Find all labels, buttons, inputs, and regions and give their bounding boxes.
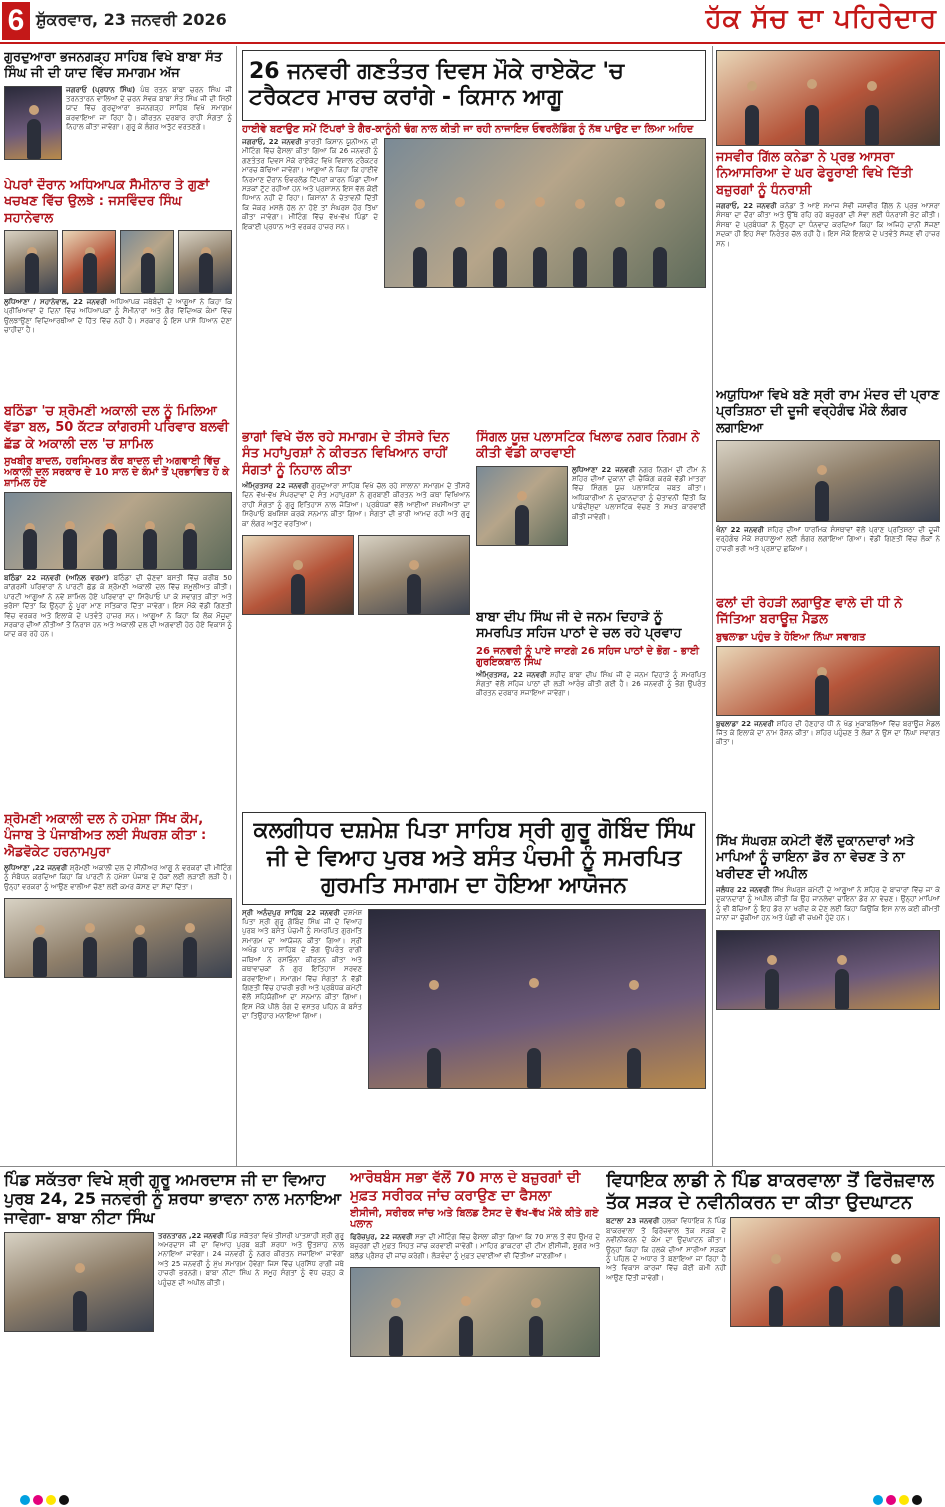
headline: ਆਰੋਥਬੰਸ ਸਭਾ ਵੱਲੋਂ 70 ਸਾਲ ਦੇ ਬਜ਼ੁਰਗਾਂ ਦੀ ਮੁਫ਼ਤ ਸਰੀਰਕ ਜਾਂਚ ਕਰਾਉਣ ਦਾ ਫੈਸਲਾ (350, 1170, 581, 1204)
headline: ਫਲਾਂ ਦੀ ਰੇਹੜੀ ਲਗਾਉਣ ਵਾਲੇ ਦੀ ਧੀ ਨੇ ਜਿੱਤਿਆ ਬਰਾਊਜ਼ ਮੈਡਲ (716, 596, 903, 628)
story-canada-visit (716, 50, 940, 380)
dateline: ਸ੍ਰੀ ਅਨੰਦਪੁਰ ਸਾਹਿਬ 22 ਜਨਵਰੀ (242, 908, 340, 917)
photo-gurdwara (4, 1232, 154, 1332)
body: ਪੰਥ ਰਤਨ ਬਾਬਾ ਚਰਨ ਸਿੰਘ ਜੀ ਤਰਨਤਾਰਨ ਵਾਲਿਆਂ ਦੇ ਚਰਨ ਸੇਵਕ ਬਾਬਾ ਸੰਤ ਸਿੰਘ ਜੀ ਦੀ ਮਿੱਠੀ ਯਾਦ ਵਿੱਚ ਗੁਰਦੁਆਰਾ ਭਜਨਗੜ੍ਹ ਸਾਹਿਬ ਵਿਖੇ ਸਮਾਗਮ ਕਰਵਾਇਆ ਜਾ ਰਿਹਾ ਹੈ। ਕੀਰਤਨ ਦਰਬਾਰ ਰਾਹੀਂ ਸੰਗਤਾਂ ਨੂੰ ਨਿਹਾਲ ਕੀਤਾ ਜਾਵੇਗਾ। ਗੁਰੂ ਕੇ ਲੰਗਰ ਅਤੁੱਟ ਵਰਤਣਗੇ। (66, 85, 232, 132)
story-samagam (242, 430, 470, 730)
column-rule (712, 46, 713, 1166)
headline: ਬਠਿੰਡਾ 'ਚ ਸ਼੍ਰੋਮਣੀ ਅਕਾਲੀ ਦਲ ਨੂੰ ਮਿਲਿਆ ਵੱਡਾ ਬਲ, 50 ਕੱਟੜ ਕਾਂਗਰਸੀ ਪਰਿਵਾਰ ਬਲਵੀ ਛੱਡ ਕੇ ਅਕਾਲੀ ਦਲ 'ਚ ਸ਼ਾਮਿਲ (4, 404, 229, 452)
body: ਕਨੇਡਾ ਤੋਂ ਆਏ ਸਮਾਜ ਸੇਵੀ ਜਸਵੀਰ ਗਿੱਲ ਨੇ ਪ੍ਰਭ ਆਸਰਾ ਸੰਸਥਾ ਦਾ ਦੌਰਾ ਕੀਤਾ ਅਤੇ ਉੱਥੇ ਰਹਿ ਰਹੇ ਬਜ਼ੁਰਗਾਂ ਦੀ ਸੇਵਾ ਲਈ ਧੰਨਰਾਸ਼ੀ ਭੇਟ ਕੀਤੀ। ਸੰਸਥਾ ਦੇ ਪ੍ਰਬੰਧਕਾਂ ਨੇ ਉਨ੍ਹਾਂ ਦਾ ਧੰਨਵਾਦ ਕਰਦਿਆਂ ਕਿਹਾ ਕਿ ਅਜਿਹੇ ਦਾਨੀ ਸੱਜਣਾਂ ਸਦਕਾ ਹੀ ਇਹ ਸੇਵਾ ਨਿਰੰਤਰ ਚੱਲ ਰਹੀ ਹੈ। ਇਸ ਮੌਕੇ ਇਲਾਕੇ ਦੇ ਪਤਵੰਤੇ ਸੱਜਣ ਵੀ ਹਾਜ਼ਰ ਸਨ। (716, 201, 940, 248)
headline: ਪੇਪਰਾਂ ਦੌਰਾਨ ਅਧਿਆਪਕ ਸੈਮੀਨਾਰ ਤੇ ਗੁਣਾਂ ਖਚਖਣ ਵਿੱਚ ਉਲਝੇ : ਜਸਵਿੰਦਰ ਸਿੰਘ ਸਹਾਨੇਵਾਲ (4, 178, 210, 226)
headline: ਸਿੰਗਲ ਯੂਜ਼ ਪਲਾਸਟਿਕ ਖਿਲਾਫ ਨਗਰ ਨਿਗਮ ਨੇ ਕੀਤੀ ਵੱਡੀ ਕਾਰਵਾਈ (476, 430, 700, 462)
subheadline: ਈਸੀਜੀ, ਸਰੀਰਕ ਜਾਂਚ ਅਤੇ ਬਿਲਡ ਟੈਸਟ ਦੇ ਵੱਖ-ਵੱਖ ਮੌਕੇ ਕੀਤੇ ਗਏ ਪਲਾਨ (350, 1208, 599, 1230)
headline: ਭਾਗਾਂ ਵਿਖੇ ਚੱਲ ਰਹੇ ਸਮਾਗਮ ਦੇ ਤੀਸਰੇ ਦਿਨ ਸੰਤ ਮਹਾਂਪੁਰਸ਼ਾਂ ਨੇ ਕੀਰਤਨ ਵਿਖਿਆਨ ਰਾਹੀਂ ਸੰਗਤਾਂ ਨੂੰ ਨਿਹਾਲ ਕੀਤਾ (242, 430, 450, 478)
dateline: ਖੰਨਾ 22 ਜਨਵਰੀ (716, 525, 764, 534)
column-rule (236, 46, 237, 1166)
photo-portrait (178, 230, 232, 294)
body: ਅਧਿਆਪਕ ਜਥੇਬੰਦੀ ਦੇ ਆਗੂਆਂ ਨੇ ਕਿਹਾ ਕਿ ਪ੍ਰੀਖਿਆਵਾਂ ਦੇ ਦਿਨਾਂ ਵਿੱਚ ਅਧਿਆਪਕਾਂ ਨੂੰ ਸੈਮੀਨਾਰਾਂ ਅਤੇ ਗੈਰ ਵਿੱਦਿਅਕ ਕੰਮਾਂ ਵਿੱਚ ਉਲਝਾਉਣਾ ਵਿਦਿਆਰਥੀਆਂ ਦੇ ਹਿੱਤ ਵਿੱਚ ਨਹੀਂ ਹੈ। ਸਰਕਾਰ ਨੂੰ ਇਸ ਪਾਸੇ ਧਿਆਨ ਦੇਣਾ ਚਾਹੀਦਾ ਹੈ। (4, 297, 232, 335)
headline: ਸ਼੍ਰੋਮਣੀ ਅਕਾਲੀ ਦਲ ਨੇ ਹਮੇਸ਼ਾ ਸਿੱਖ ਕੌਮ, ਪੰਜਾਬ ਤੇ ਪੰਜਾਬੀਅਤ ਲਈ ਸੰਘਰਸ਼ ਕੀਤਾ : ਐਡਵੋਕੇਟ ਹਰਨਾਮਪੁਰਾ (4, 812, 207, 860)
body: ਗੁਰਦੁਆਰਾ ਸਾਹਿਬ ਵਿਖੇ ਚੱਲ ਰਹੇ ਸਾਲਾਨਾ ਸਮਾਗਮ ਦੇ ਤੀਸਰੇ ਦਿਨ ਵੱਖ-ਵੱਖ ਸੰਪਰਦਾਵਾਂ ਦੇ ਸੰਤ ਮਹਾਂਪੁਰਸ਼ਾਂ ਨੇ ਗੁਰਬਾਣੀ ਕੀਰਤਨ ਅਤੇ ਕਥਾ ਵਿਖਿਆਨ ਰਾਹੀਂ ਸੰਗਤਾਂ ਨੂੰ ਗੁਰੂ ਇਤਿਹਾਸ ਨਾਲ ਜੋੜਿਆ। ਪ੍ਰਬੰਧਕਾਂ ਵੱਲੋਂ ਆਈਆਂ ਸ਼ਖਸੀਅਤਾਂ ਦਾ ਸਿਰੋਪਾਓ ਬਖਸ਼ਿਸ਼ ਕਰਕੇ ਸਨਮਾਨ ਕੀਤਾ ਗਿਆ। ਸੰਗਤਾਂ ਦੀ ਭਾਰੀ ਆਮਦ ਰਹੀ ਅਤੇ ਗੁਰੂ ਕਾ ਲੰਗਰ ਅਤੁੱਟ ਵਰਤਿਆ। (242, 481, 470, 528)
masthead (0, 0, 945, 44)
page-number: 6 (2, 2, 30, 40)
story-sad-meeting (4, 812, 232, 1162)
registration-marks-left (20, 1495, 72, 1505)
dateline: ਜਲੰਧਰ 22 ਜਨਵਰੀ (716, 885, 770, 894)
body: ਸ਼ਹੀਦ ਬਾਬਾ ਦੀਪ ਸਿੰਘ ਜੀ ਦੇ ਜਨਮ ਦਿਹਾੜੇ ਨੂੰ ਸਮਰਪਿਤ ਸੰਗਤਾਂ ਵੱਲੋਂ ਸਹਿਜ ਪਾਠਾਂ ਦੀ ਲੜੀ ਆਰੰਭ ਕੀਤੀ ਗਈ ਹੈ। 26 ਜਨਵਰੀ ਨੂੰ ਭੋਗ ਉਪਰੰਤ ਕੀਰਤਨ ਦਰਬਾਰ ਸਜਾਇਆ ਜਾਵੇਗਾ। (476, 670, 706, 698)
photo-inspection (476, 466, 568, 546)
headline: ਅਯੁਧਿਆ ਵਿਖੇ ਬਣੇ ਸ੍ਰੀ ਰਾਮ ਮੰਦਰ ਦੀ ਪ੍ਰਾਣ ਪ੍ਰਤਿਸ਼ਠਾ ਦੀ ਦੂਜੀ ਵਰ੍ਹੇਗੰਢ ਮੌਕੇ ਲੰਗਰ ਲਗਾਇਆ (716, 388, 940, 436)
dateline: ਲੁਧਿਆਣਾ / ਸਹਾਨੇਵਾਲ, 22 ਜਨਵਰੀ (4, 297, 107, 306)
dateline: ਅੰਮ੍ਰਿਤਸਰ 22 ਜਨਵਰੀ (242, 481, 309, 490)
story-vegetable-vendor (716, 596, 940, 826)
dateline: ਬੁਢਲਾਡਾ 22 ਜਨਵਰੀ (716, 719, 774, 728)
story-sakhra (4, 1170, 344, 1490)
headline: ਕਲਗੀਧਰ ਦਸ਼ਮੇਸ਼ ਪਿਤਾ ਸਾਹਿਬ ਸ੍ਰੀ ਗੁਰੂ ਗੋਬਿੰਦ ਸਿੰਘ ਜੀ ਦੇ ਵਿਆਹ ਪੁਰਬ ਅਤੇ ਬਸੰਤ ਪੰਚਮੀ ਨੂੰ ਸਮਰਪਿਤ ਗੁਰਮਤਿ ਸਮਾਗਮ ਦਾ ਹੋਇਆ ਆਯੋਜਨ (242, 812, 706, 905)
body: ਪਿੰਡ ਸਕੱਤਰਾ ਵਿਖੇ ਤੀਸਰੀ ਪਾਤਸ਼ਾਹੀ ਸ਼੍ਰੀ ਗੁਰੂ ਅਮਰਦਾਸ ਜੀ ਦਾ ਵਿਆਹ ਪੁਰਬ ਬੜੀ ਸ਼ਰਧਾ ਅਤੇ ਉਤਸ਼ਾਹ ਨਾਲ ਮਨਾਇਆ ਜਾਵੇਗਾ। 24 ਜਨਵਰੀ ਨੂੰ ਨਗਰ ਕੀਰਤਨ ਸਜਾਇਆ ਜਾਵੇਗਾ ਅਤੇ 25 ਜਨਵਰੀ ਨੂੰ ਮੁੱਖ ਸਮਾਗਮ ਹੋਵੇਗਾ ਜਿਸ ਵਿੱਚ ਪ੍ਰਸਿੱਧ ਰਾਗੀ ਜਥੇ ਹਾਜ਼ਰੀ ਭਰਨਗੇ। ਬਾਬਾ ਨੀਟਾ ਸਿੰਘ ਨੇ ਸਮੂਹ ਸੰਗਤਾਂ ਨੂੰ ਵੱਧ ਚੜ੍ਹ ਕੇ ਪਹੁੰਚਣ ਦੀ ਅਪੀਲ ਕੀਤੀ। (158, 1231, 344, 1287)
headline: ਬਾਬਾ ਦੀਪ ਸਿੰਘ ਜੀ ਦੇ ਜਨਮ ਦਿਹਾੜੇ ਨੂੰ ਸਮਰਪਿਤ ਸਹਿਜ ਪਾਠਾਂ ਦੇ ਚਲ ਰਹੇ ਪ੍ਰਵਾਹ (476, 610, 682, 642)
photo-meeting (350, 1267, 600, 1357)
body: ਸਭਾ ਦੀ ਮੀਟਿੰਗ ਵਿੱਚ ਫੈਸਲਾ ਕੀਤਾ ਗਿਆ ਕਿ 70 ਸਾਲ ਤੋਂ ਵੱਧ ਉਮਰ ਦੇ ਬਜ਼ੁਰਗਾਂ ਦੀ ਮੁਫ਼ਤ ਸਿਹਤ ਜਾਂਚ ਕਰਵਾਈ ਜਾਵੇਗੀ। ਮਾਹਿਰ ਡਾਕਟਰਾਂ ਦੀ ਟੀਮ ਈਸੀਜੀ, ਸ਼ੂਗਰ ਅਤੇ ਬਲੱਡ ਪ੍ਰੈਸ਼ਰ ਦੀ ਜਾਂਚ ਕਰੇਗੀ। ਲੋੜਵੰਦਾਂ ਨੂੰ ਮੁਫ਼ਤ ਦਵਾਈਆਂ ਵੀ ਦਿੱਤੀਆਂ ਜਾਣਗੀਆਂ। (350, 1233, 600, 1260)
body: ਨਗਰ ਨਿਗਮ ਦੀ ਟੀਮ ਨੇ ਸ਼ਹਿਰ ਦੀਆਂ ਦੁਕਾਨਾਂ ਦੀ ਚੈਕਿੰਗ ਕਰਕੇ ਵੱਡੀ ਮਾਤਰਾ ਵਿੱਚ ਸਿੰਗਲ ਯੂਜ਼ ਪਲਾਸਟਿਕ ਜ਼ਬਤ ਕੀਤਾ। ਅਧਿਕਾਰੀਆਂ ਨੇ ਦੁਕਾਨਦਾਰਾਂ ਨੂੰ ਚੇਤਾਵਨੀ ਦਿੱਤੀ ਕਿ ਪਾਬੰਦੀਸ਼ੁਦਾ ਪਲਾਸਟਿਕ ਵੇਚਣ ਤੇ ਸਖ਼ਤ ਕਾਰਵਾਈ ਕੀਤੀ ਜਾਵੇਗੀ। (572, 465, 706, 521)
story-plastic (476, 430, 706, 580)
story-orthobans (350, 1170, 600, 1490)
photo-portrait (4, 86, 62, 160)
photo-row (4, 230, 232, 294)
dateline: ਤਰਨਤਾਰਨ ,22 ਜਨਵਰੀ (158, 1231, 224, 1240)
body: ਭਾਰਤੀ ਕਿਸਾਨ ਯੂਨੀਅਨ ਦੀ ਮੀਟਿੰਗ ਵਿੱਚ ਫੈਸਲਾ ਕੀਤਾ ਗਿਆ ਕਿ 26 ਜਨਵਰੀ ਨੂੰ ਗਣਤੰਤਰ ਦਿਵਸ ਮੌਕੇ ਰਾਏਕੋਟ ਵਿਖੇ ਵਿਸ਼ਾਲ ਟਰੈਕਟਰ ਮਾਰਚ ਕੱਢਿਆ ਜਾਵੇਗਾ। ਆਗੂਆਂ ਨੇ ਕਿਹਾ ਕਿ ਹਾਈਵੇ ਨਿਰਮਾਣ ਦੌਰਾਨ ਓਵਰਲੋਡ ਟਿੱਪਰਾਂ ਕਾਰਨ ਪਿੰਡਾਂ ਦੀਆਂ ਸੜਕਾਂ ਟੁੱਟ ਰਹੀਆਂ ਹਨ ਅਤੇ ਪ੍ਰਸ਼ਾਸਨ ਇਸ ਵੱਲ ਕੋਈ ਧਿਆਨ ਨਹੀਂ ਦੇ ਰਿਹਾ। ਕਿਸਾਨਾਂ ਨੇ ਚੇਤਾਵਨੀ ਦਿੱਤੀ ਕਿ ਜੇਕਰ ਮਸਲੇ ਹੱਲ ਨਾ ਹੋਏ ਤਾਂ ਸੰਘਰਸ਼ ਹੋਰ ਤਿੱਖਾ ਕੀਤਾ ਜਾਵੇਗਾ। ਮੀਟਿੰਗ ਵਿੱਚ ਵੱਖ-ਵੱਖ ਪਿੰਡਾਂ ਦੇ ਇਕਾਈ ਪ੍ਰਧਾਨ ਅਤੇ ਵਰਕਰ ਹਾਜ਼ਰ ਸਨ। (242, 137, 379, 231)
story-tractor-march (242, 50, 706, 470)
story-deep-singh (476, 610, 706, 810)
photo-appeal (716, 930, 940, 1010)
photo-kirtan (368, 909, 706, 1089)
story-chinese-string (716, 834, 940, 1162)
headline: ਸਿੱਖ ਸੰਘਰਸ਼ ਕਮੇਟੀ ਵੱਲੋਂ ਦੁਕਾਨਦਾਰਾਂ ਅਤੇ ਮਾਪਿਆਂ ਨੂੰ ਚਾਇਨਾ ਡੋਰ ਨਾ ਵੇਚਣ ਤੇ ਨਾ ਖਰੀਦਣ ਦੀ ਅਪੀਲ (716, 834, 915, 882)
story-laddi (606, 1170, 940, 1490)
body: ਦਸ਼ਮੇਸ਼ ਪਿਤਾ ਸ੍ਰੀ ਗੁਰੂ ਗੋਬਿੰਦ ਸਿੰਘ ਜੀ ਦੇ ਵਿਆਹ ਪੁਰਬ ਅਤੇ ਬਸੰਤ ਪੰਚਮੀ ਨੂੰ ਸਮਰਪਿਤ ਗੁਰਮਤਿ ਸਮਾਗਮ ਦਾ ਆਯੋਜਨ ਕੀਤਾ ਗਿਆ। ਸ੍ਰੀ ਅਖੰਡ ਪਾਠ ਸਾਹਿਬ ਦੇ ਭੋਗ ਉਪਰੰਤ ਰਾਗੀ ਜਥਿਆਂ ਨੇ ਰਸਭਿੰਨਾ ਕੀਰਤਨ ਕੀਤਾ ਅਤੇ ਕਥਾਵਾਚਕਾਂ ਨੇ ਗੁਰ ਇਤਿਹਾਸ ਸਰਵਣ ਕਰਵਾਇਆ। ਸਮਾਗਮ ਵਿੱਚ ਸੰਗਤਾਂ ਨੇ ਵੱਡੀ ਗਿਣਤੀ ਵਿੱਚ ਹਾਜ਼ਰੀ ਭਰੀ ਅਤੇ ਪ੍ਰਬੰਧਕ ਕਮੇਟੀ ਵੱਲੋਂ ਸਹਿਯੋਗੀਆਂ ਦਾ ਸਨਮਾਨ ਕੀਤਾ ਗਿਆ। ਇਸ ਮੌਕੇ ਪੀਲੇ ਰੰਗ ਦੇ ਵਸਤਰ ਪਹਿਨ ਕੇ ਬਸੰਤ ਦਾ ਤਿਉਹਾਰ ਮਨਾਇਆ ਗਿਆ। (242, 908, 362, 1021)
issue-date: ਸ਼ੁੱਕਰਵਾਰ, 23 ਜਨਵਰੀ 2026 (36, 10, 227, 29)
photo-portrait (62, 230, 116, 294)
body: ਬਠਿੰਡਾ ਦੀ ਚੋਣਵਾਂ ਬਸਤੀ ਵਿੱਚ ਕਰੀਬ 50 ਕਾਂਗਰਸੀ ਪਰਿਵਾਰਾਂ ਨੇ ਪਾਰਟੀ ਛੱਡ ਕੇ ਸ਼੍ਰੋਮਣੀ ਅਕਾਲੀ ਦਲ ਵਿੱਚ ਸ਼ਮੂਲੀਅਤ ਕੀਤੀ। ਪਾਰਟੀ ਆਗੂਆਂ ਨੇ ਨਵੇਂ ਸ਼ਾਮਿਲ ਹੋਏ ਪਰਿਵਾਰਾਂ ਦਾ ਸਿਰੋਪਾਓ ਪਾ ਕੇ ਸਵਾਗਤ ਕੀਤਾ ਅਤੇ ਭਰੋਸਾ ਦਿੱਤਾ ਕਿ ਉਨ੍ਹਾਂ ਨੂੰ ਪੂਰਾ ਮਾਣ ਸਤਿਕਾਰ ਦਿੱਤਾ ਜਾਵੇਗਾ। ਇਸ ਮੌਕੇ ਵੱਡੀ ਗਿਣਤੀ ਵਿੱਚ ਵਰਕਰ ਅਤੇ ਇਲਾਕੇ ਦੇ ਪਤਵੰਤੇ ਹਾਜ਼ਰ ਸਨ। ਆਗੂਆਂ ਨੇ ਕਿਹਾ ਕਿ ਲੋਕ ਮੌਜੂਦਾ ਸਰਕਾਰ ਦੀਆਂ ਨੀਤੀਆਂ ਤੋਂ ਨਿਰਾਸ਼ ਹਨ ਅਤੇ ਅਕਾਲੀ ਦਲ ਦੀ ਅਗਵਾਈ ਹੇਠ ਹੋਏ ਵਿਕਾਸ ਨੂੰ ਯਾਦ ਕਰ ਰਹੇ ਹਨ। (4, 573, 232, 639)
subheadline: ਹਾਈਵੇ ਬਣਾਉਣ ਸਮੇਂ ਟਿੱਪਰਾਂ ਤੇ ਗੈਰ-ਕਾਨੂੰਨੀ ਢੰਗ ਨਾਲ ਕੀਤੀ ਜਾ ਰਹੀ ਨਾਜਾਇਜ਼ ਓਵਰਲੋਡਿੰਗ ਨੂੰ ਨੱਥ ਪਾਉਣ ਦਾ ਲਿਆ ਅਹਿਦ (242, 123, 694, 135)
story-ayodhya-langar (716, 388, 940, 588)
photo-inauguration (730, 1217, 940, 1327)
photo-event (242, 535, 354, 615)
photo-group (4, 492, 232, 570)
body: ਸਿੱਖ ਸੰਘਰਸ਼ ਕਮੇਟੀ ਦੇ ਆਗੂਆਂ ਨੇ ਸ਼ਹਿਰ ਦੇ ਬਾਜ਼ਾਰਾਂ ਵਿੱਚ ਜਾ ਕੇ ਦੁਕਾਨਦਾਰਾਂ ਨੂੰ ਅਪੀਲ ਕੀਤੀ ਕਿ ਉਹ ਜਾਨਲੇਵਾ ਚਾਇਨਾ ਡੋਰ ਨਾ ਵੇਚਣ। ਉਨ੍ਹਾਂ ਮਾਪਿਆਂ ਨੂੰ ਵੀ ਬੱਚਿਆਂ ਨੂੰ ਇਹ ਡੋਰ ਨਾ ਖਰੀਦ ਕੇ ਦੇਣ ਲਈ ਕਿਹਾ ਕਿਉਂਕਿ ਇਸ ਨਾਲ ਕਈ ਕੀਮਤੀ ਜਾਨਾਂ ਜਾ ਚੁੱਕੀਆਂ ਹਨ ਅਤੇ ਪੰਛੀ ਵੀ ਜ਼ਖਮੀ ਹੁੰਦੇ ਹਨ। (716, 885, 940, 923)
photo-farmers-group (384, 138, 706, 288)
dateline: ਅੰਮ੍ਰਿਤਸਰ, 22 ਜਨਵਰੀ (476, 670, 547, 679)
dateline: ਬਠਿੰਡਾ 22 ਜਨਵਰੀ (ਅਨਿਲ ਵਰਮਾ) (4, 573, 110, 582)
photo-portrait (120, 230, 174, 294)
photo-event (358, 535, 470, 615)
dateline: ਜਗਰਾਓਂ (ਪ੍ਰਧਾਨ ਸਿੰਘ) (66, 85, 136, 94)
registration-marks-right (873, 1495, 925, 1505)
dateline: ਜਗਰਾਓਂ, 22 ਜਨਵਰੀ (242, 137, 302, 146)
subheadline: ਸੁਖਬੀਰ ਬਾਦਲ, ਹਰਸਿਮਰਤ ਕੌਰ ਬਾਦਲ ਦੀ ਅਗਵਾਈ ਵਿੱਚ ਅਕਾਲੀ ਦਲ ਸਰਕਾਰ ਦੇ 10 ਸਾਲ ਦੇ ਕੰਮਾਂ ਤੋਂ ਪ੍ਰਭਾਵਿਤ ਹੋ ਕੇ ਸ਼ਾਮਿਲ ਹੋਏ (4, 455, 230, 489)
section-rule (0, 1166, 945, 1167)
story-kalgidhar (242, 812, 706, 1162)
dateline: ਲੁਧਿਆਣਾ 22 ਜਨਵਰੀ (572, 465, 636, 474)
dateline: ਲੁਧਿਆਣਾ ,22 ਜਨਵਰੀ (4, 863, 68, 872)
body: ਹਲਕਾ ਵਿਧਾਇਕ ਨੇ ਪਿੰਡ ਬਾਕਰਵਾਲਾ ਤੋਂ ਫਿਰੋਜ਼ਵਾਲ ਤੱਕ ਸੜਕ ਦੇ ਨਵੀਨੀਕਰਨ ਦੇ ਕੰਮ ਦਾ ਉਦਘਾਟਨ ਕੀਤਾ। ਉਨ੍ਹਾਂ ਕਿਹਾ ਕਿ ਹਲਕੇ ਦੀਆਂ ਸਾਰੀਆਂ ਸੜਕਾਂ ਨੂੰ ਪਹਿਲ ਦੇ ਅਧਾਰ ਤੇ ਬਣਾਇਆ ਜਾ ਰਿਹਾ ਹੈ ਅਤੇ ਵਿਕਾਸ ਕਾਰਜਾਂ ਵਿੱਚ ਕੋਈ ਕਮੀ ਨਹੀਂ ਆਉਣ ਦਿੱਤੀ ਜਾਵੇਗੀ। (606, 1217, 726, 1282)
headline: ਗੁਰਦੁਆਰਾ ਭਜਨਗੜ੍ਹ ਸਾਹਿਬ ਵਿਖੇ ਬਾਬਾ ਸੰਤ ਸਿੰਘ ਜੀ ਦੀ ਯਾਦ ਵਿੱਚ ਸਮਾਗਮ ਅੱਜ (4, 50, 223, 82)
headline: ਜਸਵੀਰ ਗਿੱਲ ਕਨੇਡਾ ਨੇ ਪ੍ਰਭ ਆਸਰਾ ਨਿਆਸਰਿਆ ਦੇ ਘਰ ਫੇਰੂਰਾਈ ਵਿਖੇ ਦਿੱਤੀ ਬਜ਼ੁਰਗਾਂ ਨੂੰ ਧੰਨਰਾਸ਼ੀ (716, 150, 913, 198)
story-bathinda (4, 404, 232, 804)
subheadline: 26 ਜਨਵਰੀ ਨੂੰ ਪਾਏ ਜਾਣਗੇ 26 ਸਹਿਜ ਪਾਠਾਂ ਦੇ ਭੋਗ - ਭਾਈ ਗੁਰਇਕਬਾਲ ਸਿੰਘ (476, 645, 700, 668)
body: ਸ਼ਹਿਰ ਦੀਆਂ ਧਾਰਮਿਕ ਸੰਸਥਾਵਾਂ ਵੱਲੋਂ ਪ੍ਰਾਣ ਪ੍ਰਤਿਸ਼ਠਾ ਦੀ ਦੂਜੀ ਵਰ੍ਹੇਗੰਢ ਮੌਕੇ ਸ਼ਰਧਾਲੂਆਂ ਲਈ ਲੰਗਰ ਲਗਾਇਆ ਗਿਆ। ਵੱਡੀ ਗਿਣਤੀ ਵਿੱਚ ਲੋਕਾਂ ਨੇ ਹਾਜ਼ਰੀ ਭਰੀ ਅਤੇ ਪ੍ਰਸ਼ਾਦ ਛਕਿਆ। (716, 525, 940, 553)
dateline: ਬਟਾਲਾ 23 ਜਨਵਰੀ (606, 1217, 660, 1226)
body: ਸ਼ਹਿਰ ਦੀ ਹੋਣਹਾਰ ਧੀ ਨੇ ਖੇਡ ਮੁਕਾਬਲਿਆਂ ਵਿੱਚ ਬਰਾਊਜ਼ ਮੈਡਲ ਜਿੱਤ ਕੇ ਇਲਾਕੇ ਦਾ ਨਾਮ ਰੌਸ਼ਨ ਕੀਤਾ। ਸ਼ਹਿਰ ਪਹੁੰਚਣ ਤੇ ਲੋਕਾਂ ਨੇ ਉਸ ਦਾ ਨਿੱਘਾ ਸਵਾਗਤ ਕੀਤਾ। (716, 719, 940, 747)
dateline: ਫਿਰੋਜ਼ਪੁਰ, 22 ਜਨਵਰੀ (350, 1233, 413, 1241)
dateline: ਜਗਰਾਓਂ, 22 ਜਨਵਰੀ (716, 201, 777, 210)
headline: ਵਿਧਾਇਕ ਲਾਡੀ ਨੇ ਪਿੰਡ ਬਾਕਰਵਾਲਾ ਤੋਂ ਫਿਰੋਜ਼ਵਾਲ ਤੱਕ ਸੜਕ ਦੇ ਨਵੀਨੀਕਰਨ ਦਾ ਕੀਤਾ ਉਦਘਾਟਨ (606, 1170, 934, 1213)
body: ਸ਼੍ਰੋਮਣੀ ਅਕਾਲੀ ਦਲ ਦੇ ਸੀਨੀਅਰ ਆਗੂ ਨੇ ਵਰਕਰਾਂ ਦੀ ਮੀਟਿੰਗ ਨੂੰ ਸੰਬੋਧਨ ਕਰਦਿਆਂ ਕਿਹਾ ਕਿ ਪਾਰਟੀ ਨੇ ਹਮੇਸ਼ਾ ਪੰਜਾਬ ਦੇ ਹੱਕਾਂ ਲਈ ਲੜਾਈ ਲੜੀ ਹੈ। ਉਨ੍ਹਾਂ ਵਰਕਰਾਂ ਨੂੰ ਆਉਣ ਵਾਲੀਆਂ ਚੋਣਾਂ ਲਈ ਕਮਰ ਕੱਸਣ ਦਾ ਸੱਦਾ ਦਿੱਤਾ। (4, 863, 232, 891)
subheadline: ਬੁਢਲਾਡਾ ਪਹੁੰਚ ਤੇ ਹੋਇਆ ਨਿੱਘਾ ਸਵਾਗਤ (716, 631, 866, 643)
photo-group (4, 898, 232, 978)
photo-portrait (4, 230, 58, 294)
photo-donation (716, 50, 940, 146)
photo-medal (716, 646, 940, 716)
headline: ਪਿੰਡ ਸਕੱਤਰਾ ਵਿਖੇ ਸ਼੍ਰੀ ਗੁਰੂ ਅਮਰਦਾਸ ਜੀ ਦਾ ਵਿਆਹ ਪੁਰਬ 24, 25 ਜਨਵਰੀ ਨੂੰ ਸ਼ਰਧਾ ਭਾਵਨਾ ਨਾਲ ਮਨਾਇਆ ਜਾਵੇਗਾ- ਬਾਬਾ ਨੀਟਾ ਸਿੰਘ (4, 1170, 342, 1228)
photo-langar (716, 440, 940, 522)
newspaper-title: ਹੱਕ ਸੱਚ ਦਾ ਪਹਿਰੇਦਾਰ (705, 4, 937, 34)
headline: 26 ਜਨਵਰੀ ਗਣਤੰਤਰ ਦਿਵਸ ਮੌਕੇ ਰਾਏਕੋਟ 'ਚ ਟਰੈਕਟਰ ਮਾਰਚ ਕਰਾਂਗੇ - ਕਿਸਾਨ ਆਗੂ (242, 50, 706, 121)
